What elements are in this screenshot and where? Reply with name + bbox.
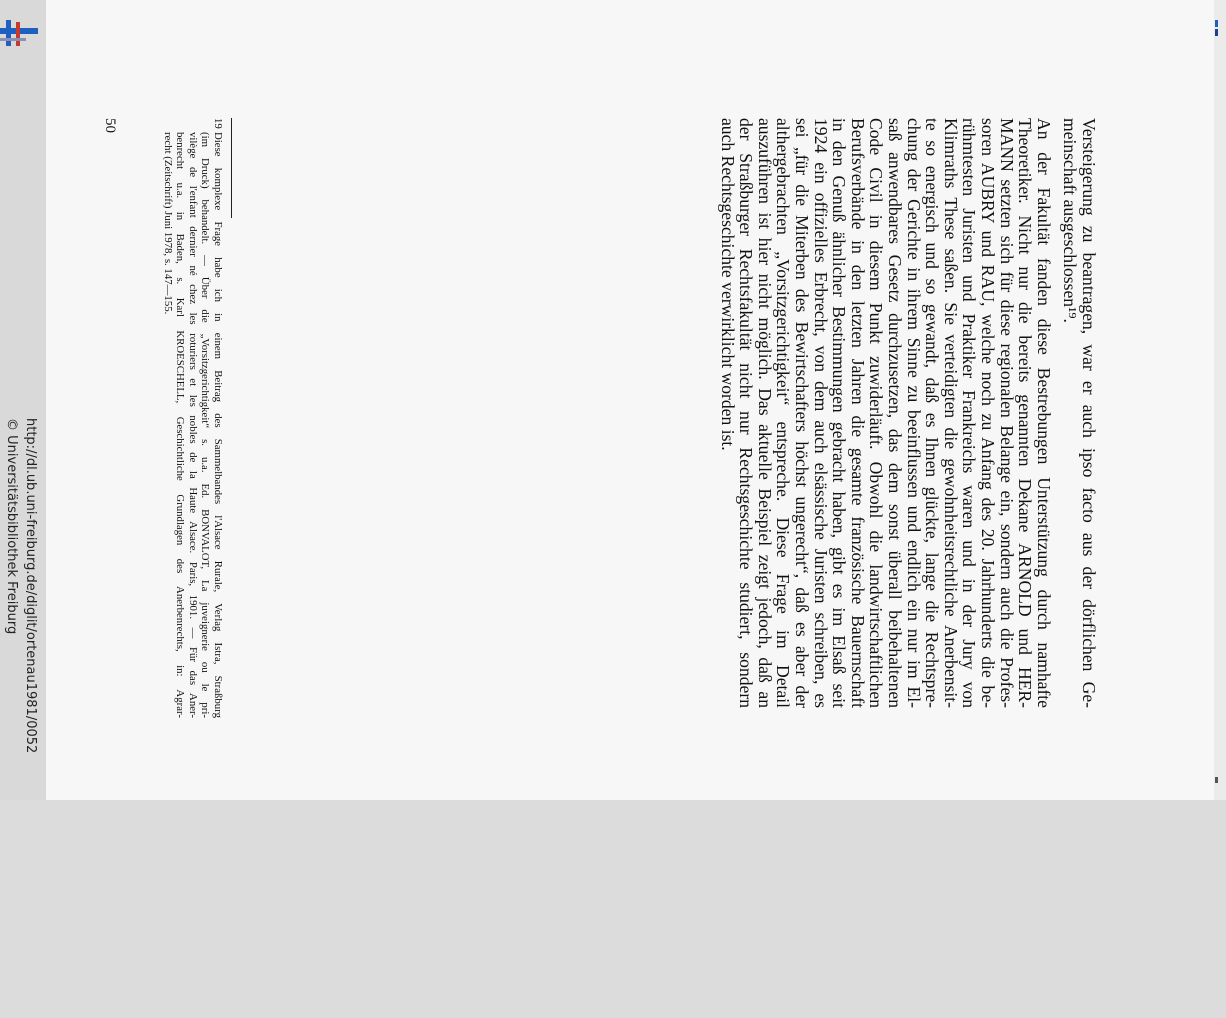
text-line: Klimraths These saßen. Sie verteidigten die gewohnheitsrechtliche Anerbensit- <box>940 118 961 708</box>
text-line: der Straßburger Rechtsfakultät nicht nur Rechtsgeschichte studiert, sondern <box>736 118 757 708</box>
footnote-divider <box>231 118 232 218</box>
footnote-line: benrecht u.a. in Baden, s. Karl KROESCHELL, Geschichtliche Grundlagen des Anerbenrechts, in: Agrar- <box>174 132 187 718</box>
text-line: in den Genuß ähnlicher Bestimmungen gebracht haben, gibt es im Elsaß seit <box>829 118 850 708</box>
page-number: 50 <box>102 118 118 133</box>
source-attribution <box>0 418 40 1018</box>
registration-mark-icon <box>1214 776 1220 784</box>
registration-mark-icon <box>1214 20 1220 36</box>
text-line: 1924 ein offizielles Erbrecht, von dem auch elsässische Juristen schreiben, es <box>810 118 831 708</box>
scan-margin-right <box>1214 0 1226 800</box>
footnote-line: Diese komplexe Frage habe ich in einem Beitrag des Sammelbandes l'Alsace Rurale, Verlag Istra, Straßburg <box>212 132 224 718</box>
library-logo-icon <box>0 18 40 52</box>
text-line: auch Rechtsgeschichte verwirklicht worden ist. <box>717 118 738 451</box>
rotated-document-page <box>58 118 1098 718</box>
text-line: saß anwendbares Gesetz durchzusetzen, das dem sonst überall beibehaltenen <box>885 118 906 708</box>
footnote-line: recht (Zeitschrift) Juni 1978, s. 147—155. <box>161 132 174 315</box>
footnote-line: (im Druck) behandelt. — Über die „Vorsitzgerichtigkeit“ s. u.a. Ed. BONVALOT, La juveignerie ou le pri- <box>199 132 212 718</box>
footnote-number: 19 <box>212 118 224 129</box>
copyright-notice: © Universitätsbibliothek Freiburg <box>4 418 19 635</box>
text-line: soren AUBRY und RAU, welche noch zu Anfang des 20. Jahrhunderts die be- <box>978 118 999 708</box>
text-line: sei „für die Miterben des Bewirtschafters höchst ungerecht“, daß es aber der <box>792 118 813 708</box>
text-line: chung der Gerichte in ihrem Sinne zu beeinflussen und endlich ein nur im El- <box>903 118 924 708</box>
text-line: MANN setzten sich für diese regionalen Belange ein, sondern auch die Profes- <box>996 118 1017 708</box>
footnote-text <box>161 132 224 718</box>
text-line: rühmtesten Juristen und Praktiker Frankreichs waren und in der Jury von <box>959 118 980 708</box>
text-line: Versteigerung zu beantragen, war er auch ipso facto aus der dörflichen Ge- <box>1079 118 1099 708</box>
paragraph <box>1061 118 1098 708</box>
text-line: Berufsverbände in den letzten Jahren die gesamte französische Bauernschaft <box>847 118 868 708</box>
body-text <box>718 118 1098 708</box>
text-line: te so energisch und so gewandt, daß es Ihnen glückte, lange die Rechtspre- <box>922 118 943 708</box>
text-line: An der Fakultät fanden diese Bestrebungen Unterstützung durch namhafte <box>1033 118 1054 708</box>
footnote-line: vilège de l'enfant dernier né chez les roturiers et les nobles de la Haute Alsace. Paris, 1901. — Für das Aner- <box>186 132 199 718</box>
source-url[interactable]: http://dl.ub.uni-freiburg.de/diglit/ortenau1981/0052 <box>23 418 38 754</box>
text-line: Code Civil in diesem Punkt zuwiderläuft. Obwohl die landwirtschaftlichen <box>866 118 887 708</box>
paragraph <box>718 118 1053 708</box>
text-line: Theoretiker. Nicht nur die bereits genannten Dekane ARNOLD und HER- <box>1015 118 1036 708</box>
text-line: auszuführen ist hier nicht möglich. Das aktuelle Beispiel zeigt jedoch, daß an <box>754 118 775 708</box>
text-line: althergebrachten „Vorsitzgerichtigkeit“ entspreche. Diese Frage im Detail <box>773 118 794 708</box>
text-line: meinschaft ausgeschlossen¹⁹. <box>1060 118 1081 323</box>
